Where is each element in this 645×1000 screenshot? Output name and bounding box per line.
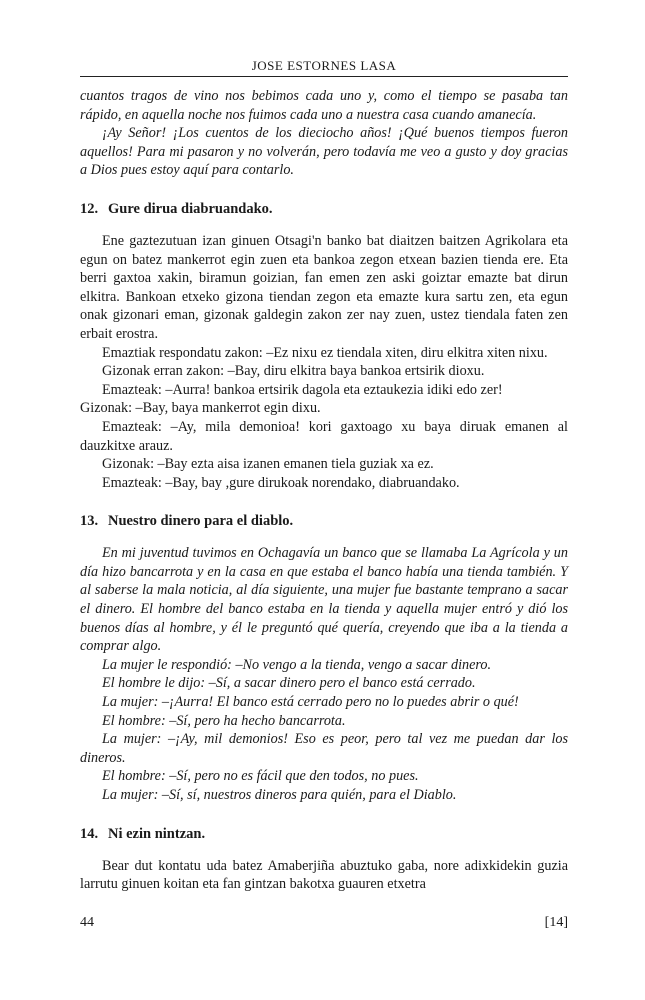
- body-paragraph: Ene gaztezutuan izan ginuen Otsagi'n banko bat diaitzen baitzen Agrikolara eta egun on batez mankerrot egin zuen eta bankoa zegon etxean bazien tienda ere. Eta berri gaxtoa xakin, biramun goizian, fan emen zen aski goiztar emazte bat dirun elkitra. Bankoan etxeko gizona tiendan zegon eta emazte kura sartu zen, eta egun onak gizonari eman, gizonak galdegin zakon zer nay zuen, ustez tiendala faten zen erbait erostra.: [80, 232, 568, 342]
- section-heading-13: [80, 512, 568, 530]
- document-page: [80, 58, 568, 894]
- intro-block: [80, 87, 568, 180]
- running-head: JOSE ESTORNES LASA: [80, 58, 568, 77]
- section-title: Nuestro dinero para el diablo.: [108, 513, 294, 530]
- body-paragraph: La mujer: –¡Ay, mil demonios! Eso es peor, pero tal vez me puedan dar los dineros.: [80, 731, 568, 766]
- body-paragraph: El hombre: –Sí, pero no es fácil que den todos, no pues.: [102, 768, 419, 785]
- section-body-13: [80, 544, 568, 804]
- body-paragraph: Gizonak: –Bay, baya mankerrot egin dixu.: [80, 400, 321, 417]
- body-paragraph: Emaztiak respondatu zakon: –Ez nixu ez tiendala xiten, diru elkitra xiten nixu.: [102, 344, 548, 361]
- section-heading-12: [80, 200, 568, 218]
- section-title: Gure dirua diabruandako.: [108, 200, 273, 217]
- body-paragraph: El hombre: –Sí, pero ha hecho bancarrota.: [102, 712, 346, 729]
- body-paragraph: En mi juventud tuvimos en Ochagavía un banco que se llamaba La Agrícola y un día hizo bancarrota y en la casa en que estaba el banco había una tienda también. Y al saberse la mala noticia, al día siguiente, una mujer fue bastante temprano a sacar el dinero. El hombre del banco estaba en la tienda y aquella mujer entró y dió los buenos días al hombre, y él le preguntó qué quería, creyendo que iba a la tienda a comprar algo.: [80, 545, 568, 655]
- body-paragraph: La mujer: –Sí, sí, nuestros dineros para quién, para el Diablo.: [102, 787, 457, 803]
- body-paragraph: Bear dut kontatu uda batez Amaberjiña abuztuko gaba, nore adixkidekin guzia larrutu ginuen koitan eta fan gintzan bakotxa guauren etxetra: [80, 857, 568, 893]
- section-body-12: [80, 232, 568, 492]
- intro-paragraph: ¡Ay Señor! ¡Los cuentos de los dieciocho años! ¡Qué buenos tiempos fueron aquellos! Para mi pasaron y no volverán, pero todavía me veo a gusto y doy gracias a Dios pues estoy aquí para contarlo.: [80, 125, 568, 179]
- section-title: Ni ezin nintzan.: [108, 825, 206, 842]
- page-number: 44: [80, 915, 94, 930]
- body-paragraph: Emazteak: –Bay, bay ,gure dirukoak norendako, diabruandako.: [102, 474, 460, 491]
- body-paragraph: Gizonak: –Bay ezta aisa izanen emanen tiela guziak xa ez.: [102, 456, 434, 473]
- section-number: 14.: [80, 825, 99, 842]
- bracket-page-number: [14]: [544, 915, 568, 930]
- body-paragraph: El hombre le dijo: –Sí, a sacar dinero pero el banco está cerrado.: [102, 675, 476, 692]
- section-body-14: [80, 857, 568, 894]
- intro-paragraph: cuantos tragos de vino nos bebimos cada uno y, como el tiempo se pasaba tan rápido, en aquella noche nos fuimos cada uno a nuestra casa cuando amanecía.: [80, 88, 568, 123]
- body-paragraph: Emazteak: –Aurra! bankoa ertsirik dagola eta eztaukezia idiki edo zer!: [102, 381, 503, 398]
- body-paragraph: La mujer le respondió: –No vengo a la tienda, vengo a sacar dinero.: [102, 656, 492, 673]
- section-heading-14: [80, 825, 568, 843]
- body-paragraph: Gizonak erran zakon: –Bay, diru elkitra baya bankoa ertsirik dioxu.: [102, 363, 485, 380]
- body-paragraph: Emazteak: –Ay, mila demonioa! kori gaxtoago xu baya diruak emanen al dauzkitxe arauz.: [80, 418, 568, 454]
- body-paragraph: La mujer: –¡Aurra! El banco está cerrado pero no lo puedes abrir o qué!: [102, 694, 519, 711]
- section-number: 12.: [80, 200, 99, 217]
- section-number: 13.: [80, 513, 99, 530]
